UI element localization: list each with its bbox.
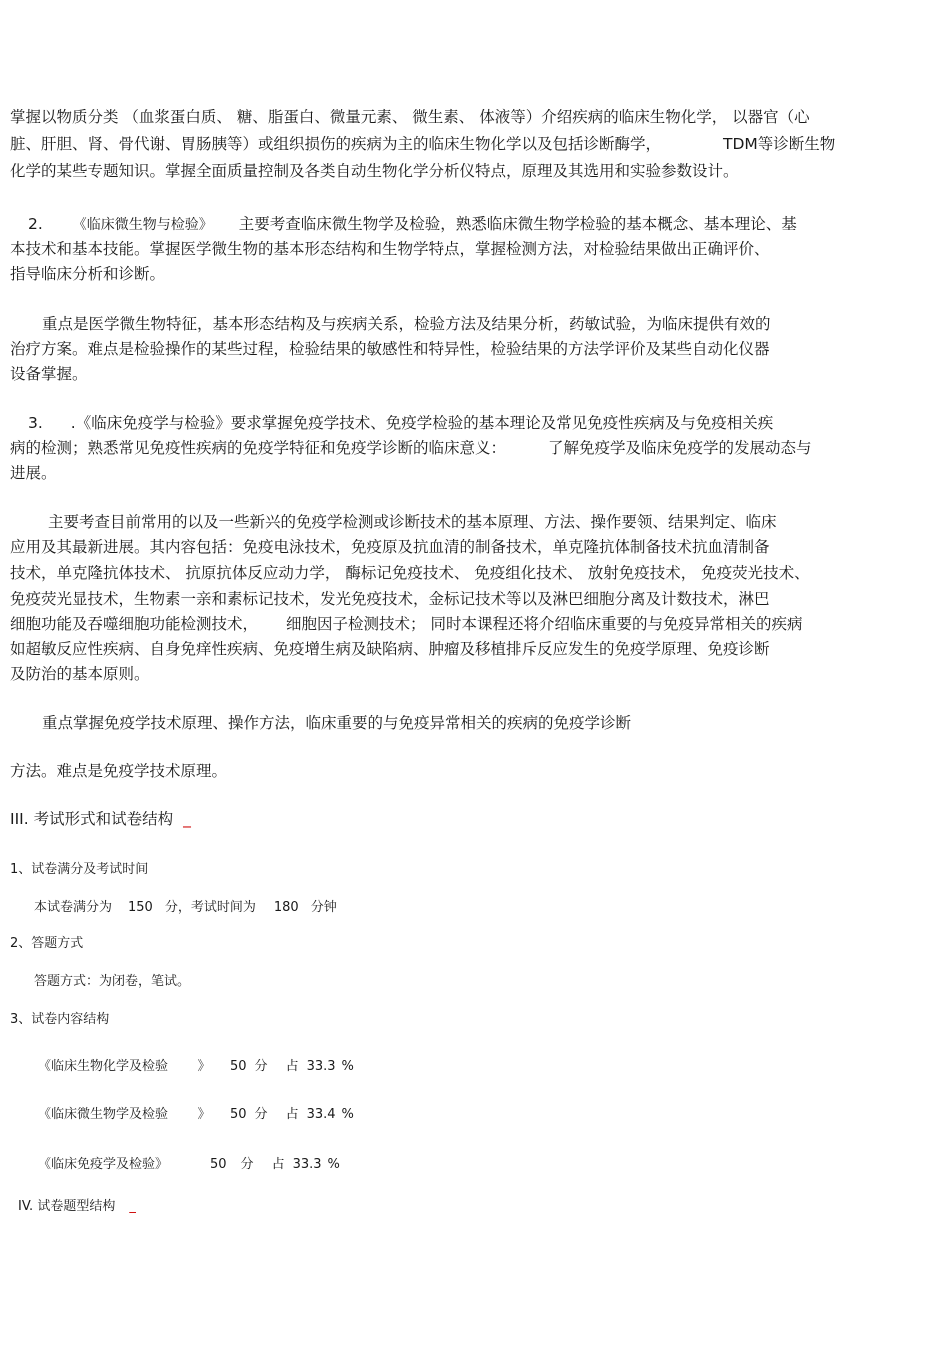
sec3c-line-1: 重点掌握免疫学技术原理、操作方法，临床重要的与免疫异常相关的疾病的免疫学诊断 xyxy=(42,714,632,732)
subject-pct-label: 占 xyxy=(271,1157,285,1172)
subject-score: 50 xyxy=(210,1157,227,1172)
sec3-line-2a: 病的检测；熟悉常见免疫性疾病的免疫学特征和免疫学诊断的临床意义： xyxy=(10,439,507,457)
part4-heading-text: IV. 试卷题型结构 xyxy=(18,1199,116,1214)
subject-name: 《临床微生物学及检验 xyxy=(38,1107,169,1122)
subject-score: 50 xyxy=(230,1059,247,1074)
subject-pct-label: 占 xyxy=(285,1107,299,1122)
subject-pct: 33.3 xyxy=(292,1157,322,1172)
subject-close: 》 xyxy=(197,1059,211,1074)
sec3b-line-5 xyxy=(10,612,802,636)
sec1-line-2a: 脏、肝胆、肾、骨代谢、胃肠胰等）或组织损伤的疾病为主的临床生物化学以及包括诊断酶学， xyxy=(10,135,662,153)
sec3b-line-7: 及防治的基本原则。 xyxy=(10,665,150,683)
sec3b-line-5b: 细胞因子检测技术； 同时本课程还将介绍临床重要的与免疫异常相关的疾病 xyxy=(286,615,803,633)
subject-pct-label: 占 xyxy=(285,1059,299,1074)
subject-pct-sign: % xyxy=(327,1157,340,1172)
subject-pct-sign: % xyxy=(341,1107,354,1122)
sec1-line-2b: TDM等诊断生物 xyxy=(723,135,836,153)
part4-cursor: _ xyxy=(129,1199,136,1214)
full-score-value: 150 xyxy=(128,900,153,915)
part4-heading xyxy=(18,1197,136,1217)
sec3b-line-1: 主要考查目前常用的以及一些新兴的免疫学检测或诊断技术的基本原理、方法、操作要领、结果判定、临床 xyxy=(48,513,777,531)
sec3b-line-3: 技术，单克隆抗体技术、 抗原抗体反应动力学， 酶标记免疫技术、 免疫组化技术、 放射免疫技术， 免疫荧光技术、 xyxy=(10,564,810,582)
sec3-number: 3. xyxy=(28,414,43,432)
subject-row-3 xyxy=(38,1155,340,1175)
subject-unit: 分 xyxy=(240,1157,254,1172)
subject-pct-sign: % xyxy=(341,1059,354,1074)
sec3-line-2 xyxy=(10,436,812,460)
sec2-line-1 xyxy=(10,212,797,237)
subject-unit: 分 xyxy=(254,1107,268,1122)
sec3b-line-4: 免疫荧光显技术，生物素一亲和素标记技术，发光免疫技术，金标记技术等以及淋巴细胞分离及计数技术，淋巴 xyxy=(10,590,770,608)
sec3c-line-2: 方法。难点是免疫学技术原理。 xyxy=(10,762,228,780)
exam-time-unit: 分钟 xyxy=(310,900,337,915)
subject-row-2 xyxy=(38,1105,354,1125)
sec2b-line-1: 重点是医学微生物特征，基本形态结构及与疾病关系，检验方法及结果分析，药敏试验，为临床提供有效的 xyxy=(42,315,771,333)
subject-pct: 33.3 xyxy=(306,1059,336,1074)
sec2-title: 《临床微生物与检验》 xyxy=(72,217,213,233)
sec3b-line-6: 如超敏反应性疾病、自身免痒性疾病、免疫增生病及缺陷病、肿瘤及移植排斥反应发生的免疫学原理、免疫诊断 xyxy=(10,640,770,658)
part3-cursor: _ xyxy=(183,810,191,828)
subject-row-1 xyxy=(38,1057,354,1077)
part3-item3-title: 3、试卷内容结构 xyxy=(10,1012,110,1027)
subject-name: 《临床免疫学及检验》 xyxy=(38,1157,169,1172)
subject-pct: 33.4 xyxy=(306,1107,336,1122)
part3-item1-text xyxy=(34,898,337,918)
subject-name: 《临床生物化学及检验 xyxy=(38,1059,169,1074)
sec2b-line-2: 治疗方案。难点是检验操作的某些过程，检验结果的敏感性和特异性，检验结果的方法学评价及某些自动化仪器 xyxy=(10,340,770,358)
sec3-line-2b: 了解免疫学及临床免疫学的发展动态与 xyxy=(548,439,812,457)
full-score-label: 本试卷满分为 xyxy=(34,900,113,915)
sec2-line-1-text: 主要考查临床微生物学及检验，熟悉临床微生物学检验的基本概念、基本理论、基 xyxy=(238,215,797,233)
subject-close: 》 xyxy=(197,1107,211,1122)
sec2-line-2: 本技术和基本技能。掌握医学微生物的基本形态结构和生物学特点，掌握检测方法，对检验结果做出正确评价、 xyxy=(10,240,770,258)
part3-heading xyxy=(10,807,191,831)
exam-time-value: 180 xyxy=(273,900,299,915)
sec3b-line-5a: 细胞功能及吞噬细胞功能检测技术， xyxy=(10,615,259,633)
part3-item1-title: 1、试卷满分及考试时间 xyxy=(10,862,149,877)
sec2-number: 2. xyxy=(28,215,43,233)
part3-heading-text: III. 考试形式和试卷结构 xyxy=(10,810,174,828)
sec1-line-1: 掌握以物质分类 （血浆蛋白质、 糖、脂蛋白、微量元素、 微生素、 体液等）介绍疾病的临床生物化学， 以器官（心 xyxy=(10,108,810,126)
exam-time-label: 分，考试时间为 xyxy=(164,900,256,915)
sec3-line-1-text: .《临床免疫学与检验》要求掌握免疫学技术、免疫学检验的基本理论及常见免疫性疾病及与免疫相关疾 xyxy=(70,414,774,432)
sec3-line-1 xyxy=(10,411,773,435)
subject-score: 50 xyxy=(230,1107,247,1122)
sec2b-line-3: 设备掌握。 xyxy=(10,365,88,383)
subject-unit: 分 xyxy=(254,1059,268,1074)
sec1-line-3: 化学的某些专题知识。掌握全面质量控制及各类自动生物化学分析仪特点，原理及其选用和实验参数设计。 xyxy=(10,162,739,180)
sec3-line-3: 进展。 xyxy=(10,464,57,482)
part3-item2-title: 2、答题方式 xyxy=(10,936,84,951)
part3-item2-text: 答题方式：为闭卷，笔试。 xyxy=(34,974,191,989)
sec1-line-2 xyxy=(10,132,835,156)
sec3b-line-2: 应用及其最新进展。其内容包括：免疫电泳技术，免疫原及抗血清的制备技术，单克隆抗体制备技术抗血清制备 xyxy=(10,538,770,556)
sec2-line-3: 指导临床分析和诊断。 xyxy=(10,265,166,283)
